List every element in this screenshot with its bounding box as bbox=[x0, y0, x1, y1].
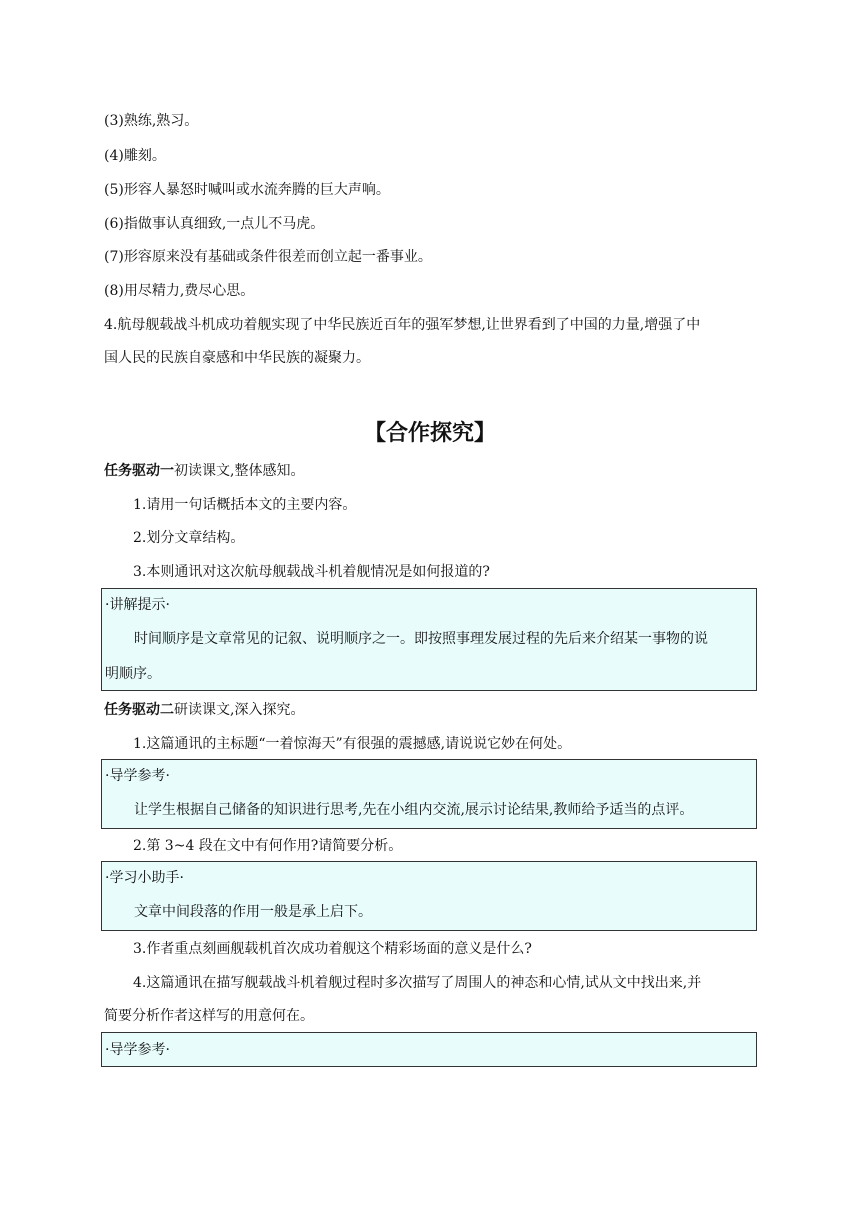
hint-box-guide bbox=[101, 759, 757, 829]
list-item: (5)形容人暴怒时喊叫或水流奔腾的巨大声响。 bbox=[104, 182, 390, 198]
hint-box-tag: ·讲解提示· bbox=[105, 597, 170, 613]
task1-text: 初读课文,整体感知。 bbox=[174, 463, 305, 479]
question: 2.划分文章结构。 bbox=[133, 530, 245, 546]
question: 2.第 3~4 段在文中有何作用?请简要分析。 bbox=[133, 838, 403, 854]
hint-box-text: 让学生根据自己储备的知识进行思考,先在小组内交流,展示讨论结果,教师给予适当的点评。 bbox=[134, 802, 694, 818]
answer-4-line2: 国人民的民族自豪感和中华民族的凝聚力。 bbox=[104, 350, 370, 366]
list-item: (4)雕刻。 bbox=[104, 148, 166, 164]
hint-box-text: 时间顺序是文章常见的记叙、说明顺序之一。即按照事理发展过程的先后来介绍某一事物的说 bbox=[134, 631, 708, 647]
section-title: 【合作探究】 bbox=[363, 421, 496, 446]
list-item: (6)指做事认真细致,一点儿不马虎。 bbox=[104, 216, 325, 232]
question: 1.这篇通讯的主标题“一着惊海天”有很强的震撼感,请说说它妙在何处。 bbox=[133, 736, 572, 752]
task2-heading bbox=[104, 700, 304, 720]
hint-box-text: 明顺序。 bbox=[105, 666, 161, 682]
answer-4-line1: 4.航母舰载战斗机成功着舰实现了中华民族近百年的强军梦想,让世界看到了中国的力量,增强了中 bbox=[104, 317, 701, 333]
task1-label: 任务驱动一 bbox=[104, 463, 174, 479]
list-item: (7)形容原来没有基础或条件很差而创立起一番事业。 bbox=[104, 249, 432, 265]
question: 3.本则通讯对这次航母舰载战斗机着舰情况是如何报道的? bbox=[133, 564, 490, 580]
hint-box-guide bbox=[101, 1032, 757, 1067]
hint-box-helper bbox=[101, 861, 757, 931]
hint-box-tag: ·导学参考· bbox=[105, 768, 170, 784]
task2-label: 任务驱动二 bbox=[104, 702, 174, 718]
question: 1.请用一句话概括本文的主要内容。 bbox=[133, 497, 357, 513]
hint-box-tag: ·学习小助手· bbox=[105, 870, 184, 886]
question: 3.作者重点刻画舰载机首次成功着舰这个精彩场面的意义是什么? bbox=[133, 941, 532, 957]
task2-text: 研读课文,深入探究。 bbox=[174, 702, 305, 718]
hint-box-explanation bbox=[101, 588, 757, 691]
task1-heading bbox=[104, 461, 304, 481]
list-item: (3)熟练,熟习。 bbox=[104, 113, 199, 129]
hint-box-text: 文章中间段落的作用一般是承上启下。 bbox=[134, 904, 372, 920]
list-item: (8)用尽精力,费尽心思。 bbox=[104, 283, 255, 299]
question: 4.这篇通讯在描写舰载战斗机着舰过程时多次描写了周围人的神态和心情,试从文中找出来,并 bbox=[133, 975, 702, 991]
question-continued: 简要分析作者这样写的用意何在。 bbox=[104, 1008, 314, 1024]
hint-box-tag: ·导学参考· bbox=[105, 1042, 170, 1058]
